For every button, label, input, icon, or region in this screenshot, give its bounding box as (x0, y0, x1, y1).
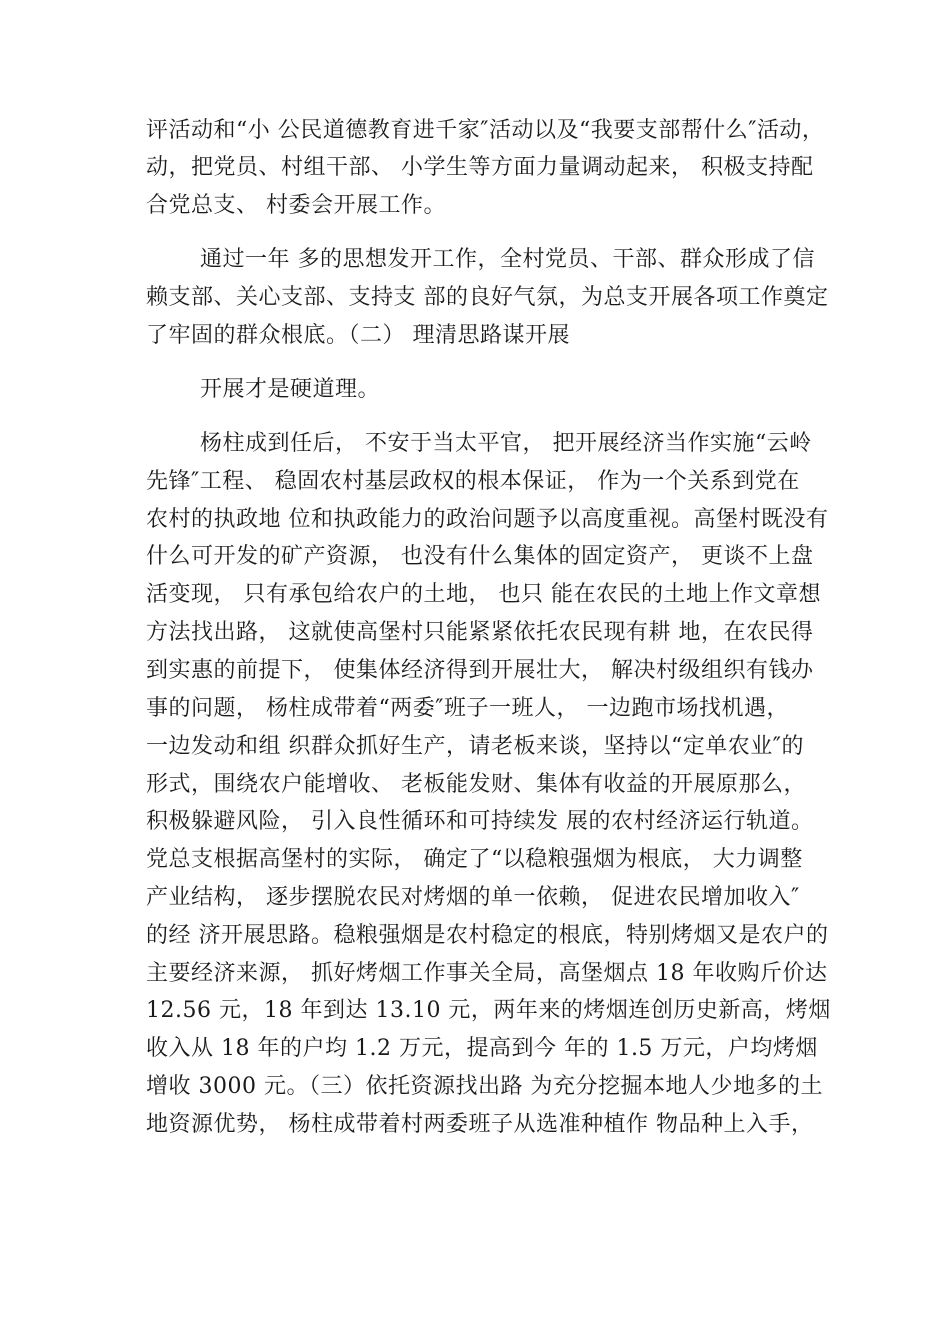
text-line: 一边发动和组 织群众抓好生产，请老板来谈，坚持以“定单农业″的 (146, 734, 804, 759)
text-line: 形式，围绕农户能增收、 老板能发财、集体有收益的开展原那么， (146, 772, 806, 797)
text-line: 产业结构， 逐步摆脱农民对烤烟的单一依赖， 促进农民增加收入″ (146, 885, 800, 910)
paragraph-first-line: 通过一年 多的思想发开工作，全村党员、干部、群众形成了信 (200, 247, 815, 272)
text-line: 活变现， 只有承包给农户的土地， 也只 能在农民的土地上作文章想 (146, 582, 821, 607)
text-line: 什么可开发的矿产资源， 也没有什么集体的固定资产， 更谈不上盘 (146, 544, 814, 569)
text-line: 地资源优势， 杨柱成带着村两委班子从选准种植作 物品种上入手， (146, 1112, 814, 1137)
text-line: 农村的执政地 位和执政能力的政治问题予以高度重视。高堡村既没有 (146, 507, 829, 532)
text-line: 党总支根据高堡村的实际， 确定了“以稳粮强烟为根底， 大力调整 (146, 847, 803, 872)
paragraph-first-line: 开展才是硬道理。 (200, 377, 381, 402)
text-line: 赖支部、关心支部、支持支 部的良好气氛，为总支开展各项工作奠定 (146, 285, 829, 310)
text-line: 到实惠的前提下， 使集体经济得到开展壮大， 解决村级组织有钱办 (146, 658, 814, 683)
paragraph-first-line: 杨柱成到任后， 不安于当太平官， 把开展经济当作实施“云岭 (200, 431, 812, 456)
text-line: 先锋″工程、 稳固农村基层政权的根本保证， 作为一个关系到党在 (146, 469, 800, 494)
text-line: 收入从 18 年的户均 1.2 万元，提高到今 年的 1.5 万元，户均烤烟 (146, 1036, 818, 1061)
text-line: 增收 3000 元。（三）依托资源找出路 为充分挖掘本地人少地多的土 (146, 1074, 823, 1099)
text-line: 评活动和“小 公民道德教育进千家″活动以及“我要支部帮什么″活动， (146, 118, 825, 143)
text-line: 了牢固的群众根底。（二） 理清思路谋开展 (146, 323, 570, 348)
text-line: 主要经济来源， 抓好烤烟工作事关全局，高堡烟点 18 年收购斤价达 (146, 961, 828, 986)
text-line: 12.56 元，18 年到达 13.10 元，两年来的烤烟连创历史新高，烤烟 (146, 998, 831, 1023)
text-line: 方法找出路， 这就使高堡村只能紧紧依托农民现有耕 地，在农民得 (146, 620, 814, 645)
text-line: 的经 济开展思路。稳粮强烟是农村稳定的根底，特别烤烟又是农户的 (146, 923, 829, 948)
text-line: 合党总支、 村委会开展工作。 (146, 193, 446, 218)
text-line: 积极躲避风险， 引入良性循环和可持续发 展的农村经济运行轨道。 (146, 809, 814, 834)
text-line: 动，把党员、村组干部、 小学生等方面力量调动起来， 积极支持配 (146, 155, 814, 180)
text-line: 事的问题， 杨柱成带着“两委″班子一班人， 一边跑市场找机遇， (146, 696, 789, 721)
